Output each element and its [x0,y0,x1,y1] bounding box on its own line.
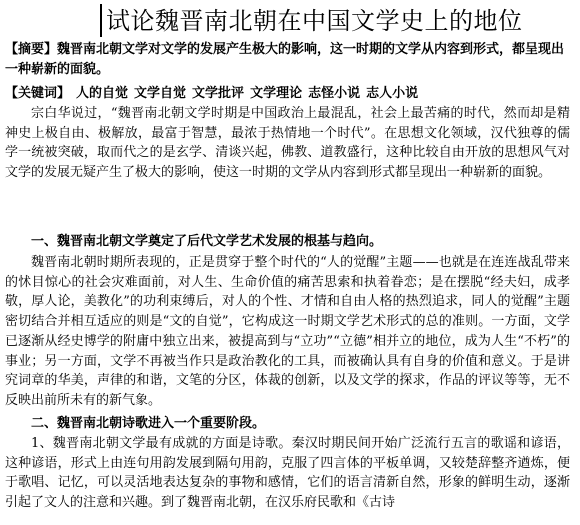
paragraph-intro[interactable]: 宗白华说过，“魏晋南北朝文学时期是中国政治上最混乱，社会上最苦痛的时代，然而却是精神史上极自由、极解放，最富于智慧，最浓于热情地一个时代”。在思想文化领域，汉代独尊的儒学一统被突破，取而代之的是玄学、清谈兴起，佛教、道教盛行，这种比较自由开放的思想风气对文学的发展无疑产生了极大的影响，使这一时期的文学从内容到形式都呈现出一种崭新的面貌。 [5,106,570,180]
abstract[interactable] [5,40,570,80]
abstract-tag: 【摘要】 [5,42,58,57]
keyword-item: 志怪小说 [308,86,361,101]
section-heading-1[interactable]: 一、魏晋南北朝文学奠定了后代文学艺术发展的根基与趋向。 [31,234,383,249]
text-cursor [100,4,102,37]
paragraph-section-2[interactable]: 1、魏晋南北朝文学最有成就的方面是诗歌。秦汉时期民间开始广泛流行五言的歌谣和谚语，这种谚语，形式上由连句用韵发展到隔句用韵，克服了四言体的平板单调，又较楚辞整齐遒炼，便于歌唱、记忆，可以灵活地表达复杂的事物和感情，它们的语言清新自然，形象的鲜明生动，逐渐引起了文人的注意和兴趣。到了魏晋南北朝，在汉乐府民歌和《古诗 [5,436,570,511]
abstract-text: 魏晋南北朝文学对文学的发展产生极大的影响，这一时期的文学从内容到形式，都呈现出一种崭新的面貌。 [5,42,565,77]
keywords[interactable] [5,84,570,104]
keyword-item: 文学批评 [192,86,245,101]
keywords-tag: 【关键词】 [5,86,71,101]
paragraph-section-1[interactable]: 魏晋南北朝时期所表现的，正是贯穿于整个时代的“人的觉醒”主题——也就是在连连战乱带来的怵目惊心的社会灾难面前，对人生、生命价值的痛苦思索和执着眷恋；是在摆脱“经夫妇，成孝敬，厚人论，美教化”的功利束缚后，对人的个性、才情和自由人格的热烈追求，同人的觉醒”主题密切结合并相互适应的则是“文的自觉”，它构成这一时期文学艺术形式的总的准则。一方面，文学已逐渐从经史博学的附庸中独立出来，被提高到与“立功”“立德”相并立的地位，成为人生“不朽”的事业；另一方面，文学不再被当作只是政治教化的工具，而被确认具有自身的价值和意义。于是讲究词章的华美，声律的和谐，文笔的分区，体裁的创新，以及文学的探求，作品的评议等等，无不反映出前所未有的新气象。 [5,255,570,408]
document-title[interactable]: 试论魏晋南北朝在中国文学史上的地位 [106,7,523,35]
keyword-item: 文学理论 [250,86,303,101]
section-heading-2[interactable]: 二、魏晋南北朝诗歌进入一个重要阶段。 [31,416,266,431]
keyword-item: 志人小说 [366,86,419,101]
keyword-item: 人的自觉 [76,86,129,101]
keyword-item: 文学自觉 [134,86,187,101]
title-area [0,4,580,40]
